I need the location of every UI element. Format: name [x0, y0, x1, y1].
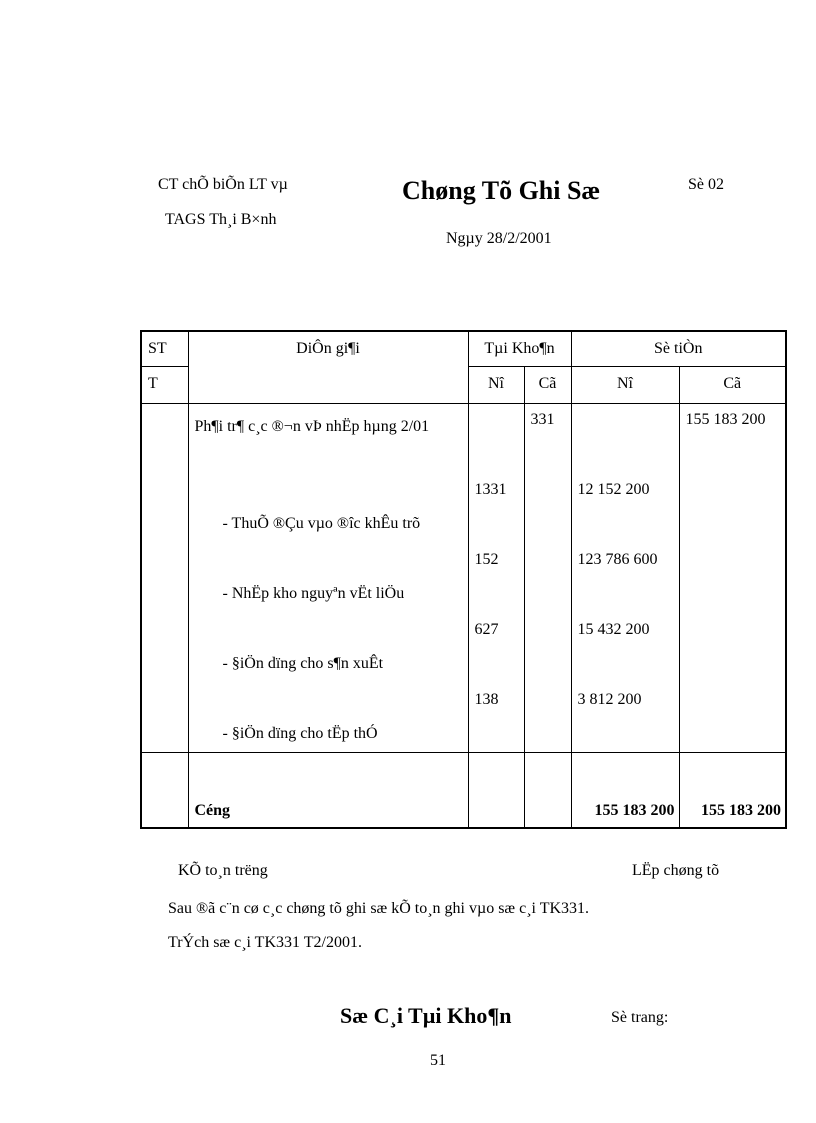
debit-account-cell — [468, 404, 524, 753]
item-description: - ThuÕ ®Çu vµo ®îc khÊu trõ — [222, 515, 421, 532]
page-number: 51 — [430, 1052, 446, 1069]
credit-account-cell — [524, 753, 571, 829]
paragraph-text: Sau ®ã c¨n cø c¸c chøng tõ ghi sæ kÕ to¸n ghi vµo sæ c¸i TK331. — [168, 900, 590, 917]
amount-header: Sè tiÒn — [571, 331, 786, 367]
debit-account: 152 — [474, 551, 499, 568]
credit-amount-header: Cã — [679, 367, 786, 404]
description-header: DiÔn gi¶i — [188, 331, 468, 404]
credit-amount: 155 183 200 — [685, 411, 766, 428]
organization-name-line2: TAGS Th¸i B×nh — [165, 211, 277, 228]
debit-amount: 15 432 200 — [577, 621, 650, 638]
total-label: Céng — [188, 753, 468, 829]
debit-amount-cell — [571, 404, 679, 753]
description-cell — [188, 404, 468, 753]
debit-account: 138 — [474, 691, 499, 708]
total-credit-amount: 155 183 200 — [679, 753, 786, 829]
item-description: - §iÖn dïng cho tËp thÓ — [222, 725, 378, 742]
item-description: - NhËp kho nguyªn vËt liÖu — [222, 585, 405, 602]
preparer-label: LËp chøng tõ — [632, 862, 720, 879]
ledger-title: Sæ C¸i Tµi Kho¶n — [340, 1003, 512, 1028]
stt-cell — [141, 753, 188, 829]
debit-account: 1331 — [474, 481, 507, 498]
document-title: Chøng Tõ Ghi Sæ — [402, 176, 601, 205]
chief-accountant-label: KÕ to¸n trëng — [178, 862, 268, 879]
organization-name-line1: CT chÕ biÕn LT vµ — [158, 176, 288, 193]
account-header: Tµi Kho¶n — [468, 331, 571, 367]
debit-account-cell — [468, 753, 524, 829]
debit-account-header: Nî — [468, 367, 524, 404]
total-row — [141, 753, 786, 829]
debit-amount: 123 786 600 — [577, 551, 658, 568]
document-date: Ngµy 28/2/2001 — [446, 230, 552, 247]
debit-account: 627 — [474, 621, 499, 638]
credit-account: 331 — [530, 411, 555, 428]
voucher-table — [140, 330, 787, 829]
stt-cell — [141, 404, 188, 753]
credit-amount-cell — [679, 404, 786, 753]
debit-amount: 3 812 200 — [577, 691, 642, 708]
main-entry-description: Ph¶i tr¶ c¸c ®¬n vÞ nhËp hµng 2/01 — [194, 418, 430, 435]
debit-amount-header: Nî — [571, 367, 679, 404]
credit-account-cell — [524, 404, 571, 753]
total-debit-amount: 155 183 200 — [571, 753, 679, 829]
document-number: Sè 02 — [688, 176, 724, 193]
item-description: - §iÖn dïng cho s¶n xuÊt — [222, 655, 384, 672]
table-row — [141, 404, 786, 753]
stt-header: ST — [141, 331, 188, 367]
stt-header-cont: T — [141, 367, 188, 404]
page-count-label: Sè trang: — [611, 1009, 669, 1026]
paragraph-text: TrÝch sæ c¸i TK331 T2/2001. — [168, 934, 362, 951]
debit-amount: 12 152 200 — [577, 481, 650, 498]
credit-account-header: Cã — [524, 367, 571, 404]
